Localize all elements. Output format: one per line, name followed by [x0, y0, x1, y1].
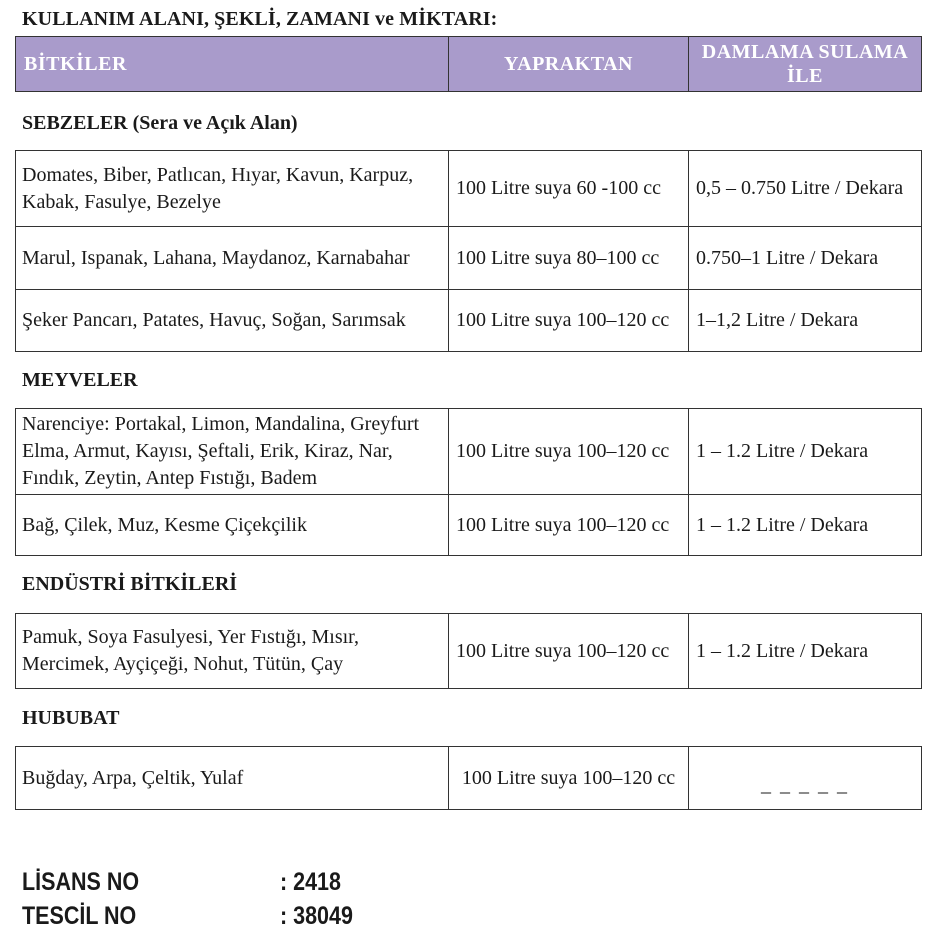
plants-cell [16, 227, 448, 289]
registration-value: : 38049 [280, 902, 353, 930]
table-row [16, 226, 921, 289]
header-drip-line2: İLE [787, 65, 823, 87]
table-header [15, 36, 922, 92]
plants-line: Bağ, Çilek, Muz, Kesme Çiçekçilik [22, 513, 307, 536]
section-title-vegetables: SEBZELER (Sera ve Açık Alan) [22, 112, 298, 134]
plants-line: Şeker Pancarı, Patates, Havuç, Soğan, Sarımsak [22, 309, 406, 331]
plants-line: Narenciye: Portakal, Limon, Mandalina, Greyfurt [22, 413, 420, 435]
plants-cell [16, 409, 448, 494]
section-title-industrial: ENDÜSTRİ BİTKİLERİ [22, 573, 238, 595]
registration-label: TESCİL NO [22, 902, 137, 930]
plants-cell [16, 614, 448, 688]
license-label: LİSANS NO [22, 868, 140, 896]
table-fruits [15, 408, 922, 556]
plants-line: Marul, Ispanak, Lahana, Maydanoz, Karnabahar [22, 246, 410, 269]
table-row [16, 289, 921, 351]
section-title-cereals: HUBUBAT [22, 707, 120, 729]
plants-line: Pamuk, Soya Fasulyesi, Yer Fıstığı, Mısır, [22, 626, 360, 648]
leaf-dose-cell: 100 Litre suya 60 -100 cc [448, 151, 688, 226]
plants-line: Buğday, Arpa, Çeltik, Yulaf [22, 766, 244, 789]
table-row [16, 409, 921, 494]
table-vegetables [15, 150, 922, 352]
drip-dose-cell: 1 – 1.2 Litre / Dekara [688, 614, 921, 688]
plants-cell [16, 747, 448, 809]
drip-dose-cell: 1 – 1.2 Litre / Dekara [688, 409, 921, 494]
plants-line: Mercimek, Ayçiçeği, Nohut, Tütün, Çay [22, 653, 344, 675]
section-title-fruits: MEYVELER [22, 369, 138, 391]
leaf-dose-cell: 100 Litre suya 80–100 cc [448, 227, 688, 289]
drip-dose-cell: _ _ _ _ _ [688, 747, 921, 809]
leaf-dose-cell: 100 Litre suya 100–120 cc [448, 495, 688, 555]
drip-dose-cell: 0,5 – 0.750 Litre / Dekara [688, 151, 921, 226]
leaf-dose-cell: 100 Litre suya 100–120 cc [448, 290, 688, 351]
license-number [22, 868, 341, 897]
leaf-dose-cell: 100 Litre suya 100–120 cc [448, 614, 688, 688]
table-row [16, 151, 921, 226]
table-row [16, 614, 921, 688]
license-value: : 2418 [280, 868, 341, 896]
page-title: KULLANIM ALANI, ŞEKLİ, ZAMANI ve MİKTARI: [22, 8, 498, 30]
header-leaf: YAPRAKTAN [448, 37, 688, 91]
header-drip-line1: DAMLAMA SULAMA [701, 41, 909, 63]
plants-line: Kabak, Fasulye, Bezelye [22, 190, 221, 213]
table-industrial [15, 613, 922, 689]
table-row [16, 494, 921, 555]
plants-line: Domates, Biber, Patlıcan, Hıyar, Kavun, Karpuz, [22, 163, 414, 186]
header-drip [688, 37, 921, 91]
drip-dose-cell: 1 – 1.2 Litre / Dekara [688, 495, 921, 555]
table-cereals [15, 746, 922, 810]
drip-dose-cell: 0.750–1 Litre / Dekara [688, 227, 921, 289]
plants-line: Elma, Armut, Kayısı, Şeftali, Erik, Kiraz, Nar, [22, 440, 393, 462]
registration-number [22, 902, 353, 931]
table-row [16, 747, 921, 809]
leaf-dose-cell: 100 Litre suya 100–120 cc [448, 747, 688, 809]
drip-dose-cell: 1–1,2 Litre / Dekara [688, 290, 921, 351]
plants-line: Fındık, Zeytin, Antep Fıstığı, Badem [22, 467, 317, 489]
header-plants: BİTKİLER [24, 52, 127, 75]
plants-cell [16, 495, 448, 555]
plants-cell [16, 290, 448, 351]
plants-cell [16, 151, 448, 226]
leaf-dose-cell: 100 Litre suya 100–120 cc [448, 409, 688, 494]
